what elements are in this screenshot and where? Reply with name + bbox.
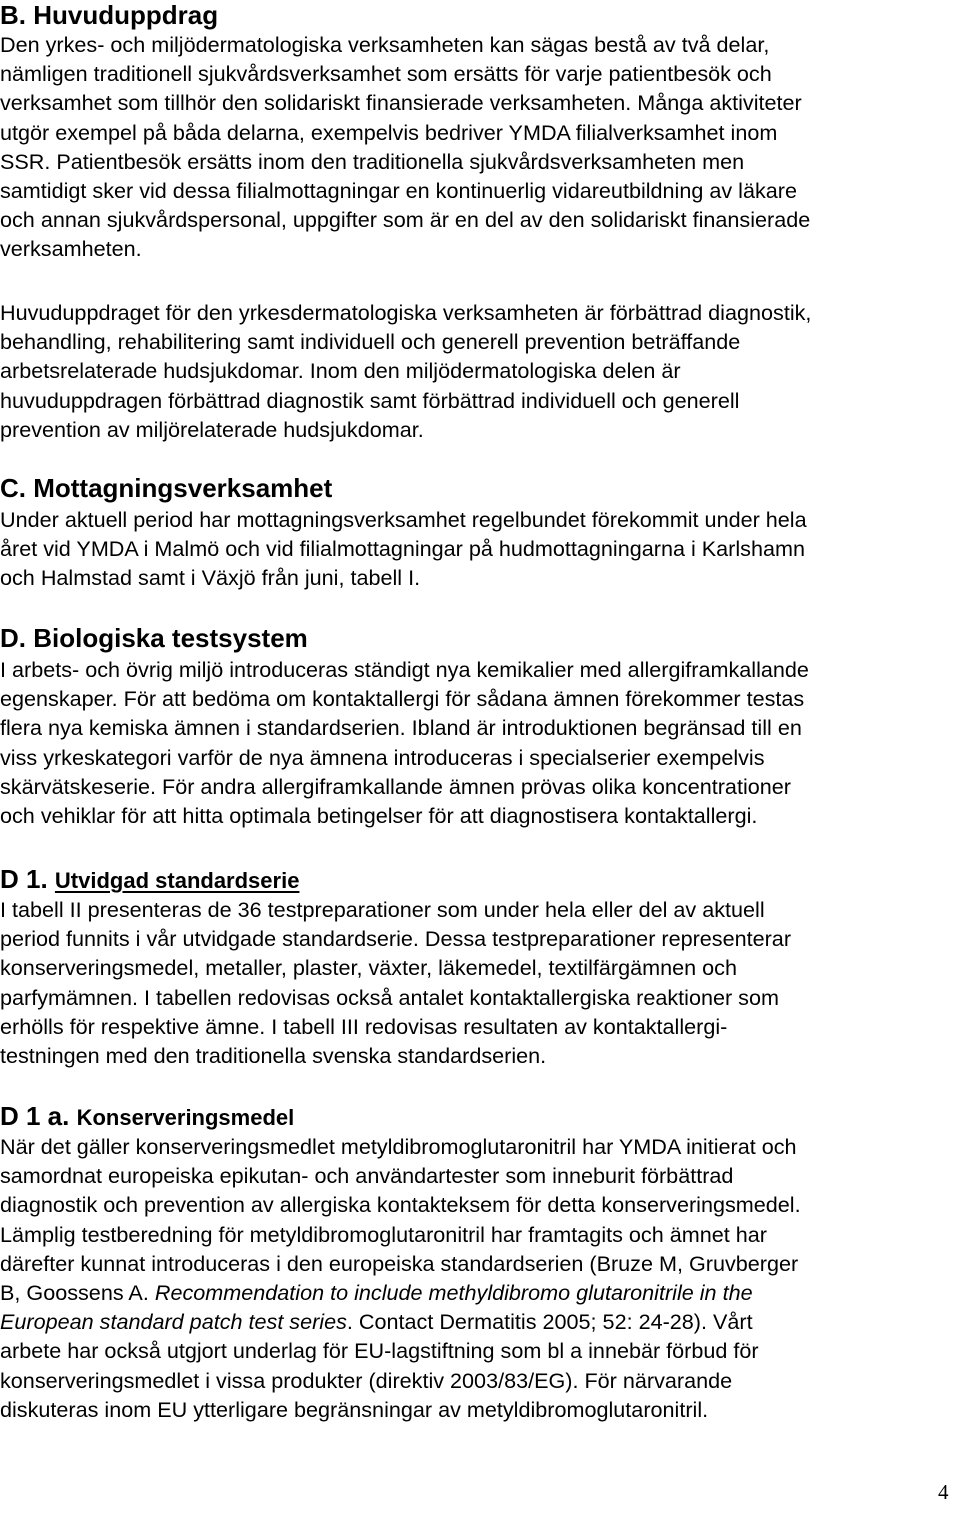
text-line: året vid YMDA i Malmö och vid filialmottagningar på hudmottagningarna i Karlshamn (0, 536, 805, 562)
text-line: Under aktuell period har mottagningsverksamhet regelbundet förekommit under hela (0, 507, 807, 532)
text-line: Lämplig testberedning för metyldibromoglutaronitril har framtagits och ämnet har (0, 1221, 767, 1247)
text-line: period funnits i vår utvidgade standardserie. Dessa testpreparationer representerar (0, 926, 792, 952)
section-d1-title: Utvidgad standardserie (54, 868, 300, 893)
text-line: När det gäller konserveringsmedlet metyldibromoglutaronitril har YMDA initierat och (0, 1134, 797, 1159)
section-b-paragraph-2 (0, 298, 958, 444)
text-line: och Halmstad samt i Växjö från juni, tabell I. (0, 565, 421, 591)
section-b-paragraph-1 (0, 30, 958, 264)
text-line: viss yrkeskategori varför de nya ämnena introduceras i specialserier exempelvis (0, 744, 765, 770)
text-line: utgör exempel på båda delarna, exempelvis bedriver YMDA filialverksamhet inom (0, 119, 778, 145)
text-line: konserveringsmedlet i vissa produkter (direktiv 2003/83/EG). För närvarande (0, 1367, 733, 1393)
text-line: I tabell II presenteras de 36 testpreparationer som under hela eller del av aktuell (0, 897, 765, 922)
citation-title: Recommendation to include methyldibromo glutaronitrile in the (154, 1279, 753, 1305)
section-d-paragraph (0, 655, 958, 830)
citation-title-continued: European standard patch test series (0, 1309, 347, 1335)
text-line: och annan sjukvårdspersonal, uppgifter som är en del av den solidariskt finansierade (0, 207, 811, 233)
text-line: verksamhet som tillhör den solidariskt finansierade verksamheten. Många aktiviteter (0, 90, 802, 116)
text-line: arbetsrelaterade hudsjukdomar. Inom den miljödermatologiska delen är (0, 358, 681, 384)
text-line: flera nya kemiska ämnen i standardserien. Ibland är introduktionen begränsad till en (0, 715, 802, 741)
text-line: diagnostik och prevention av allergiska kontakteksem för detta konserveringsmedel. (0, 1192, 801, 1218)
text-line: nämligen traditionell sjukvårdsverksamhet som ersätts för varje patientbesök och (0, 61, 772, 87)
section-d1-number: D 1. (0, 864, 48, 894)
section-d1-heading (0, 864, 299, 896)
text-line: arbete har också utgjort underlag för EU-lagstiftning som bl a innebär förbud för (0, 1338, 759, 1364)
text-line: verksamheten. (0, 236, 142, 262)
section-b-heading: B. Huvuduppdrag (0, 0, 219, 30)
page-number: 4 (938, 1480, 949, 1504)
text-line: och vehiklar för att hitta optimala betingelser för att diagnostisera kontaktallergi. (0, 802, 758, 828)
text-line: SSR. Patientbesök ersätts inom den traditionella sjukvårdsverksamheten men (0, 148, 745, 174)
text-line (0, 1307, 958, 1336)
text-line: huvuduppdragen förbättrad diagnostik samt förbättrad individuell och generell (0, 387, 740, 413)
text-line: samtidigt sker vid dessa filialmottagningar en kontinuerlig vidareutbildning av läkare (0, 177, 797, 203)
text-line: parfymämnen. I tabellen redovisas också antalet kontaktallergiska reaktioner som (0, 984, 779, 1010)
text-line: testningen med den traditionella svenska standardserien. (0, 1042, 547, 1068)
section-d1-paragraph (0, 895, 958, 1070)
citation-source: . Contact Dermatitis 2005; 52: 24-28). Vårt (346, 1309, 753, 1335)
text-line: Den yrkes- och miljödermatologiska verksamheten kan sägas bestå av två delar, (0, 32, 770, 57)
section-d1a-paragraph (0, 1132, 958, 1424)
text-line: I arbets- och övrig miljö introduceras ständigt nya kemikalier med allergiframkallande (0, 657, 809, 682)
citation-authors: B, Goossens A. (0, 1279, 155, 1305)
text-line: prevention av miljörelaterade hudsjukdomar. (0, 416, 424, 442)
section-d1a-number: D 1 a. (0, 1101, 70, 1131)
section-d1a-title: Konserveringsmedel (76, 1105, 295, 1130)
text-line: erhölls för respektive ämne. I tabell III redovisas resultaten av kontaktallergi- (0, 1013, 728, 1039)
text-line: skärvätskeserie. För andra allergiframkallande ämnen prövas olika koncentrationer (0, 773, 791, 799)
text-line: Huvuduppdraget för den yrkesdermatologiska verksamheten är förbättrad diagnostik, (0, 300, 812, 325)
text-line: samordnat europeiska epikutan- och användartester som inneburit förbättrad (0, 1163, 734, 1189)
text-line: egenskaper. För att bedöma om kontaktallergi för sådana ämnen förekommer testas (0, 686, 805, 712)
section-c-heading: C. Mottagningsverksamhet (0, 473, 333, 503)
text-line (0, 1278, 958, 1307)
text-line: konserveringsmedel, metaller, plaster, växter, läkemedel, textilfärgämnen och (0, 955, 737, 981)
section-c-paragraph (0, 505, 958, 593)
section-d1a-heading (0, 1101, 294, 1133)
section-d-heading: D. Biologiska testsystem (0, 623, 308, 653)
text-line: behandling, rehabilitering samt individuell och generell prevention beträffande (0, 329, 741, 355)
text-line: diskuteras inom EU ytterligare begränsningar av metyldibromoglutaronitril. (0, 1396, 709, 1422)
text-line: därefter kunnat introduceras i den europeiska standardserien (Bruze M, Gruvberger (0, 1250, 799, 1276)
